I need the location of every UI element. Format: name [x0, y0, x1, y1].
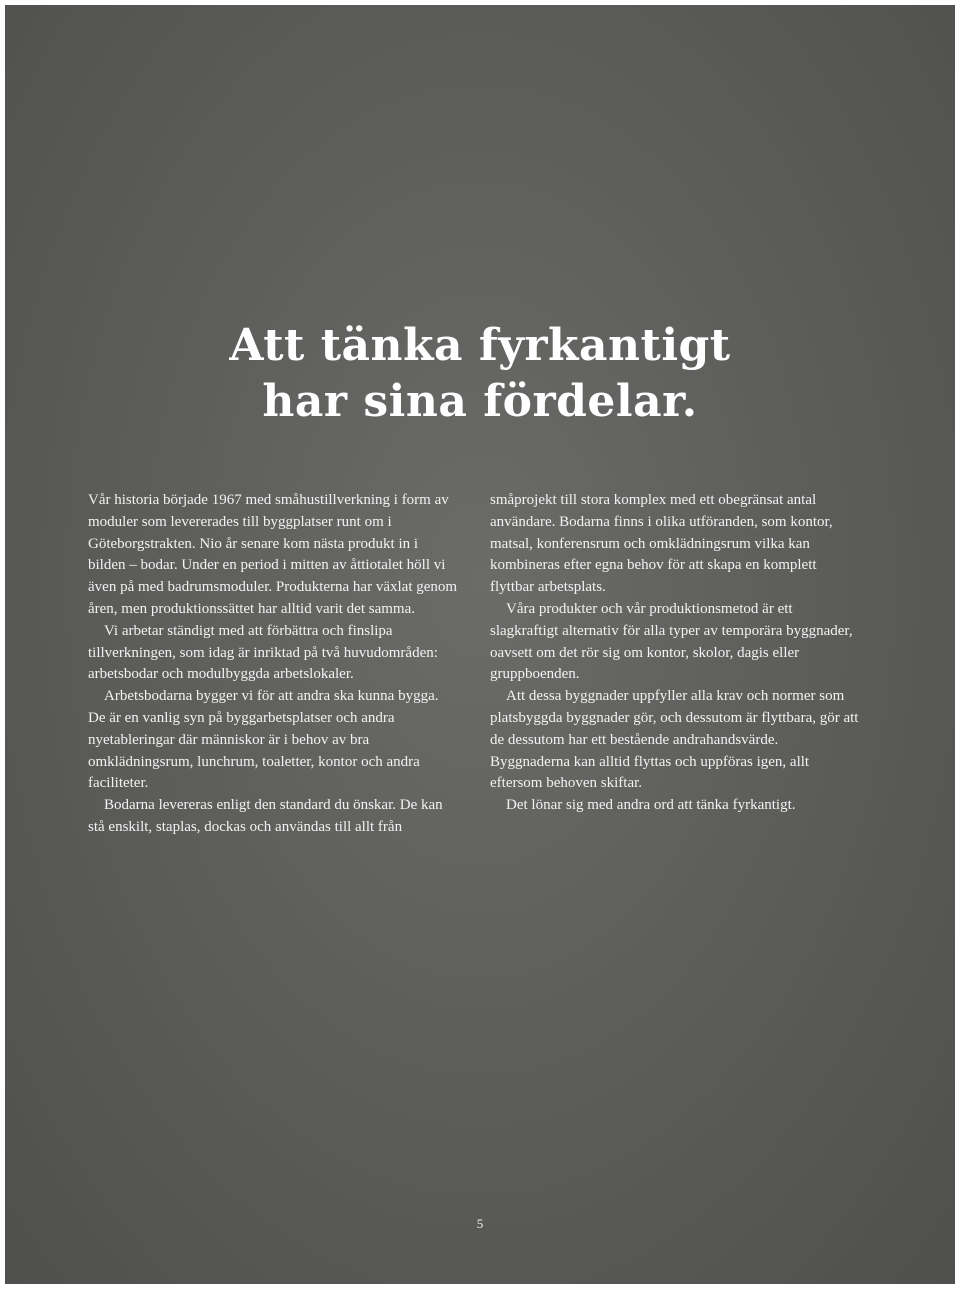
paragraph: Att dessa byggnader uppfyller alla krav och normer som platsbyggda byggnader gör, och dessutom är flyttbara, gör att de dessutom har ett bestående andrahandsvärde. Byggnaderna kan alltid flyttas och uppföras igen, allt eftersom behoven skiftar. — [490, 688, 859, 792]
left-column — [88, 490, 458, 839]
title-line-2: har sina fördelar. — [262, 376, 698, 427]
paragraph: Det lönar sig med andra ord att tänka fyrkantigt. — [506, 797, 796, 814]
right-column — [490, 490, 860, 817]
paragraph: småprojekt till stora komplex med ett obegränsat antal användare. Bodarna finns i olika utföranden, som kontor, matsal, konferensrum och omklädningsrum vilka kan kombineras efter egna behov för att skapa en komplett flyttbar arbetsplats. — [490, 492, 833, 596]
document-page — [5, 5, 955, 1284]
page-number: 5 — [476, 1216, 484, 1231]
paragraph: Bodarna levereras enligt den standard du önskar. De kan stå enskilt, staplas, dockas och användas till allt från — [88, 797, 443, 835]
paragraph: Vi arbetar ständigt med att förbättra och finslipa tillverkningen, som idag är inriktad på två huvudområden: arbetsbodar och modulbyggda arbetslokaler. — [88, 622, 438, 683]
paragraph: Våra produkter och vår produktionsmetod är ett slagkraftigt alternativ för alla typer av temporära byggnader, oavsett om det rör sig om kontor, skolor, dagis eller gruppboenden. — [490, 600, 853, 683]
page-title — [5, 318, 955, 430]
paragraph: Vår historia började 1967 med småhustillverkning i form av moduler som levererades till byggplatser runt om i Göteborgstrakten. Nio år senare kom nästa produkt in i bilden – bodar. Under en period i mitten av åttiotalet höll vi även på med badrumsmoduler. Produkterna har växlat genom åren, men produktionssättet har alltid varit det samma. — [88, 492, 458, 617]
paragraph: Arbetsbodarna bygger vi för att andra ska kunna bygga. De är en vanlig syn på byggarbetsplatser och andra nyetableringar där människor är i behov av bra omklädningsrum, lunchrum, toaletter, kontor och andra faciliteter. — [88, 688, 439, 792]
title-line-1: Att tänka fyrkantigt — [229, 320, 731, 371]
